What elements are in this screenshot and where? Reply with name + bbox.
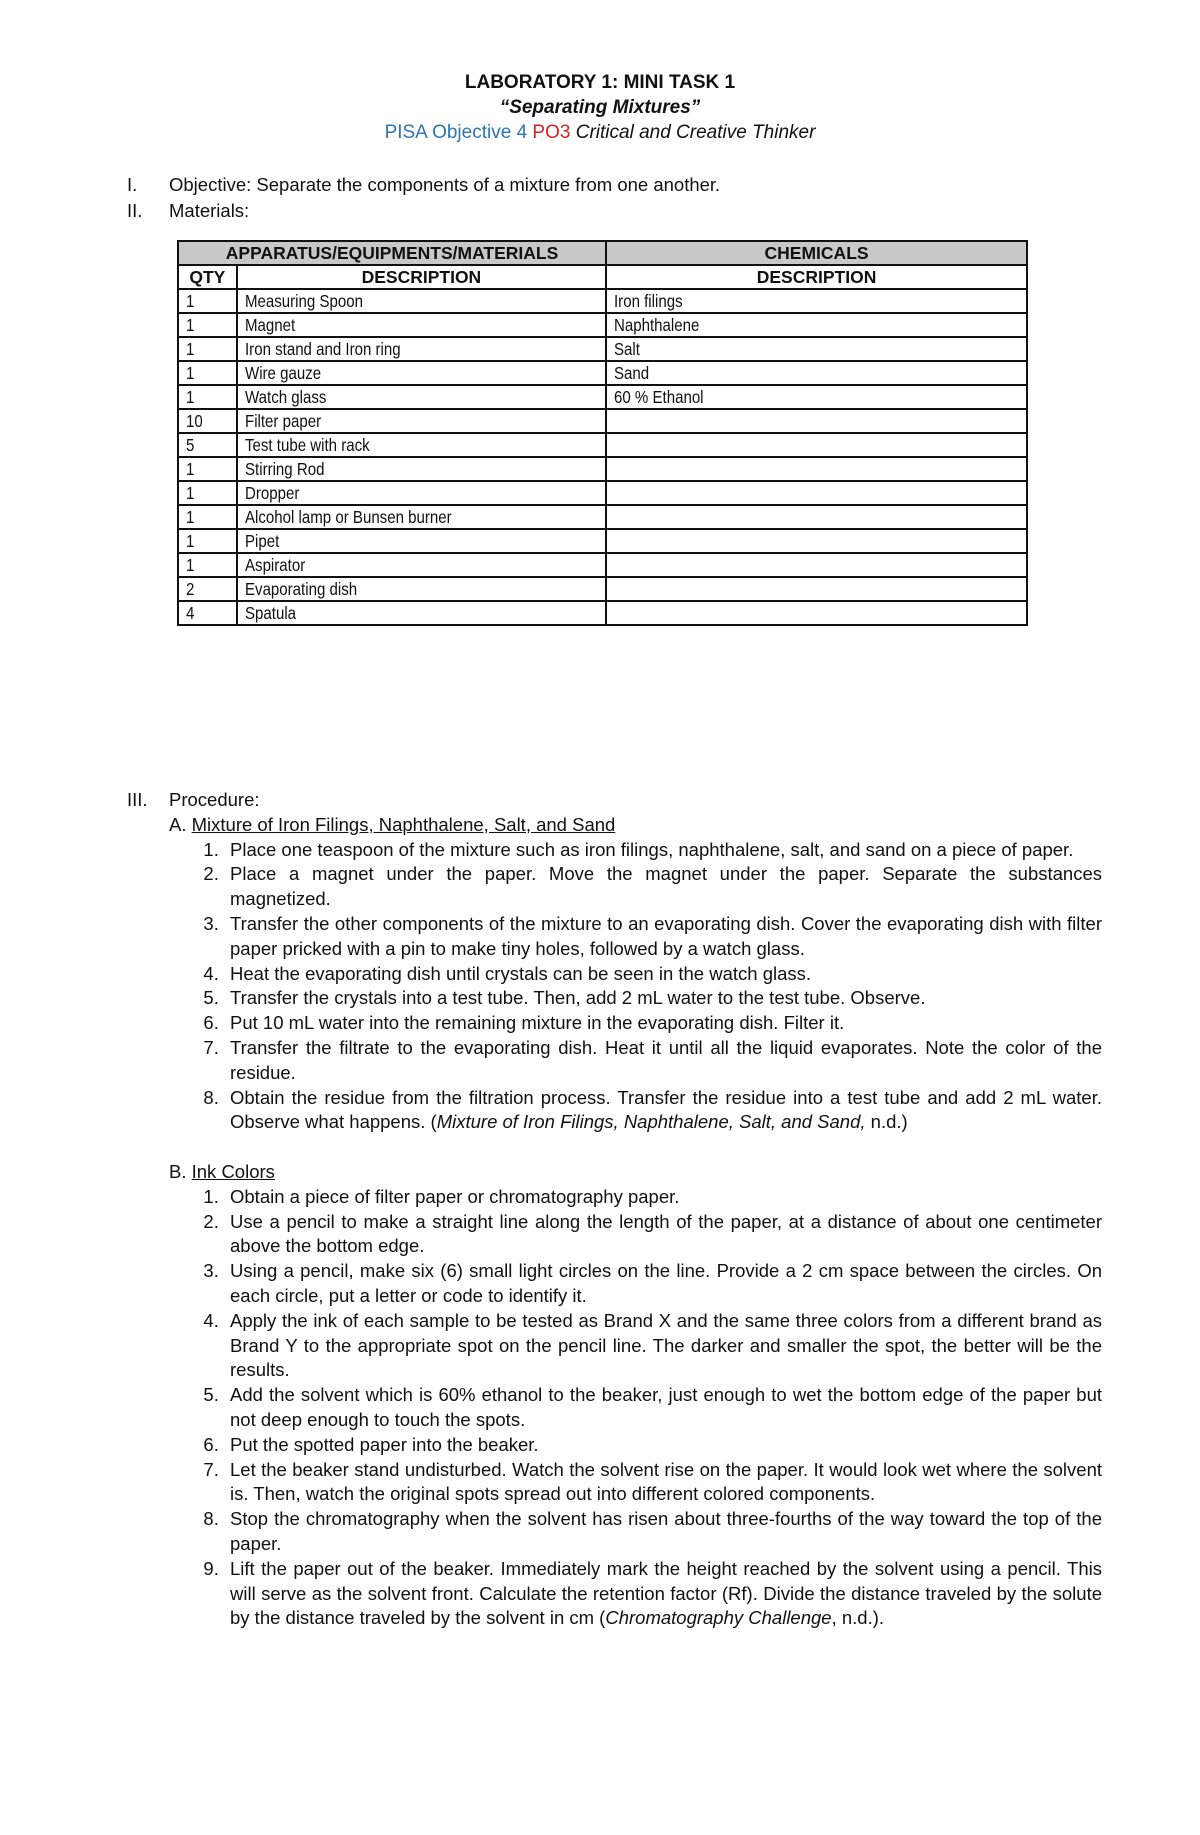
cell-text: Stirring Rod	[244, 458, 325, 479]
pisa-objective: PISA Objective 4	[384, 122, 528, 143]
list-item: 7. Let the beaker stand undisturbed. Watch the solvent rise on the paper. It would look wet where the solvent is. Then, watch the original spots spread out into different colored components.	[224, 1458, 1102, 1508]
list-item: 7. Transfer the filtrate to the evaporating dish. Heat it until all the liquid evaporates. Note the color of the residue.	[224, 1036, 1102, 1086]
chemical-cell	[606, 289, 1027, 313]
chemical-cell	[606, 553, 1027, 577]
description-cell	[237, 313, 606, 337]
section-numeral: III.	[127, 789, 148, 810]
list-item: 5. Transfer the crystals into a test tube. Then, add 2 mL water to the test tube. Observe.	[224, 986, 1102, 1011]
cell-text: Iron filings	[614, 290, 683, 311]
description-cell	[237, 385, 606, 409]
citation: Mixture of Iron Filings, Naphthalene, Salt, and Sand,	[436, 1111, 866, 1133]
cell-text: 10	[186, 410, 203, 431]
cell-text: 1	[186, 530, 195, 551]
description-cell	[237, 289, 606, 313]
chemical-cell	[606, 505, 1027, 529]
group-header-chemicals: CHEMICALS	[606, 241, 1027, 265]
citation: Chromatography Challenge	[605, 1607, 832, 1629]
chemical-cell	[606, 337, 1027, 361]
list-item: 6. Put 10 mL water into the remaining mixture in the evaporating dish. Filter it.	[224, 1011, 1102, 1036]
col-header-description: DESCRIPTION	[237, 265, 606, 289]
description-cell	[237, 433, 606, 457]
chemical-cell	[606, 529, 1027, 553]
cell-text: 2	[186, 578, 195, 599]
section-materials	[127, 198, 1077, 223]
chemical-cell	[606, 409, 1027, 433]
chemical-cell	[606, 385, 1027, 409]
table-row	[178, 553, 1027, 577]
table-row	[178, 529, 1027, 553]
qty-cell	[178, 577, 237, 601]
col-header-chem-description: DESCRIPTION	[606, 265, 1027, 289]
part-a-steps	[127, 838, 1102, 1136]
part-a-title: Mixture of Iron Filings, Naphthalene, Salt, and Sand	[191, 813, 616, 835]
cell-text: Pipet	[244, 530, 280, 551]
table-row	[178, 577, 1027, 601]
list-item: 3. Transfer the other components of the mixture to an evaporating dish. Cover the evaporating dish with filter paper pricked with a pin to make tiny holes, followed by a watch glass.	[224, 912, 1102, 962]
chemical-cell	[606, 361, 1027, 385]
part-a-heading	[127, 813, 1102, 838]
cell-text: Test tube with rack	[244, 434, 370, 455]
chemical-cell	[606, 601, 1027, 625]
cell-text: Filter paper	[244, 410, 321, 431]
description-cell	[237, 577, 606, 601]
list-item: 5. Add the solvent which is 60% ethanol to the beaker, just enough to wet the bottom edge of the paper but not deep enough to touch the spots.	[224, 1383, 1102, 1433]
procedure-section	[127, 788, 1102, 1631]
col-header-qty: QTY	[178, 265, 237, 289]
section-text: Materials:	[169, 200, 250, 221]
cell-text: 60 % Ethanol	[614, 386, 704, 407]
cell-text: Magnet	[244, 314, 295, 335]
chemical-cell	[606, 313, 1027, 337]
chemical-cell	[606, 481, 1027, 505]
list-item: 8. Stop the chromatography when the solvent has risen about three-fourths of the way toward the top of the paper.	[224, 1507, 1102, 1557]
cell-text: 1	[186, 458, 195, 479]
cell-text: Evaporating dish	[244, 578, 357, 599]
description-cell	[237, 409, 606, 433]
cell-text: Salt	[614, 338, 641, 359]
description-cell	[237, 601, 606, 625]
step-text: , n.d.).	[831, 1607, 885, 1629]
cell-text: Watch glass	[244, 386, 327, 407]
description-cell	[237, 457, 606, 481]
cell-text: 1	[186, 338, 195, 359]
cell-text: 1	[186, 506, 195, 527]
list-item: 4. Apply the ink of each sample to be tested as Brand X and the same three colors from a different brand as Brand Y to the appropriate spot on the pencil line. The darker and smaller the spot, the better will be the results.	[224, 1309, 1102, 1383]
section-procedure-heading	[127, 788, 1102, 813]
part-letter: A.	[169, 813, 187, 835]
table-row	[178, 337, 1027, 361]
step-text: Lift the paper out of the beaker. Immediately mark the height reached by the solvent using a pencil. This will serve as the solvent front. Calculate the retention factor (Rf). Divide the distance traveled by the solute by the distance traveled by the solvent in cm (	[230, 1557, 1102, 1629]
qty-cell	[178, 337, 237, 361]
section-numeral: I.	[127, 174, 138, 195]
chemical-cell	[606, 577, 1027, 601]
table-row	[178, 385, 1027, 409]
cell-text: Alcohol lamp or Bunsen burner	[244, 506, 452, 527]
cell-text: 4	[186, 602, 195, 623]
list-item: 6. Put the spotted paper into the beaker.	[224, 1433, 1102, 1458]
qty-cell	[178, 553, 237, 577]
description-cell	[237, 529, 606, 553]
materials-table	[177, 240, 1028, 626]
objective-line	[0, 120, 1200, 145]
step-text: n.d.)	[865, 1111, 908, 1133]
cell-text: 1	[186, 290, 195, 311]
document-header	[0, 70, 1200, 145]
cell-text: 1	[186, 386, 195, 407]
section-objective	[127, 172, 1077, 197]
cell-text: Measuring Spoon	[244, 290, 363, 311]
lab-subtitle: “Separating Mixtures”	[499, 97, 701, 118]
section-numeral: II.	[127, 200, 143, 221]
qty-cell	[178, 289, 237, 313]
step-text: Obtain the residue from the filtration process. Transfer the residue into a test tube and add 2 mL water. Observe what happens. (	[230, 1086, 1102, 1133]
qty-cell	[178, 457, 237, 481]
qty-cell	[178, 529, 237, 553]
description-cell	[237, 553, 606, 577]
qty-cell	[178, 505, 237, 529]
cell-text: Wire gauze	[244, 362, 321, 383]
cell-text: 1	[186, 362, 195, 383]
table-row	[178, 361, 1027, 385]
part-b-steps	[127, 1185, 1102, 1631]
cell-text: Spatula	[244, 602, 296, 623]
cell-text: 1	[186, 482, 195, 503]
list-item: 4. Heat the evaporating dish until crystals can be seen in the watch glass.	[224, 962, 1102, 987]
materials-table-body	[178, 289, 1027, 625]
description-cell	[237, 361, 606, 385]
list-item: 2. Place a magnet under the paper. Move the magnet under the paper. Separate the substances magnetized.	[224, 862, 1102, 912]
table-row	[178, 313, 1027, 337]
cell-text: Sand	[614, 362, 650, 383]
description-cell	[237, 481, 606, 505]
cell-text: Aspirator	[244, 554, 305, 575]
list-item: 1. Place one teaspoon of the mixture such as iron filings, naphthalene, salt, and sand on a piece of paper.	[224, 838, 1102, 863]
chemical-cell	[606, 457, 1027, 481]
table-row	[178, 433, 1027, 457]
group-header-apparatus: APPARATUS/EQUIPMENTS/MATERIALS	[178, 241, 606, 265]
lab-title: LABORATORY 1: MINI TASK 1	[464, 72, 736, 93]
part-letter: B.	[169, 1160, 187, 1182]
table-row	[178, 505, 1027, 529]
table-row	[178, 409, 1027, 433]
qty-cell	[178, 313, 237, 337]
section-text: Procedure:	[169, 789, 260, 810]
cell-text: 1	[186, 314, 195, 335]
list-item	[224, 1086, 1102, 1136]
cell-text: Dropper	[244, 482, 300, 503]
table-row	[178, 481, 1027, 505]
description-cell	[237, 337, 606, 361]
qty-cell	[178, 409, 237, 433]
qty-cell	[178, 481, 237, 505]
po-code: PO3	[532, 122, 571, 143]
description-cell	[237, 505, 606, 529]
list-item: 1. Obtain a piece of filter paper or chromatography paper.	[224, 1185, 1102, 1210]
qty-cell	[178, 385, 237, 409]
qty-cell	[178, 361, 237, 385]
chemical-cell	[606, 433, 1027, 457]
cell-text: Iron stand and Iron ring	[244, 338, 401, 359]
cell-text: Naphthalene	[614, 314, 700, 335]
cell-text: 1	[186, 554, 195, 575]
part-b-title: Ink Colors	[191, 1160, 275, 1182]
section-text: Objective: Separate the components of a mixture from one another.	[169, 174, 721, 195]
qty-cell	[178, 601, 237, 625]
table-row	[178, 601, 1027, 625]
part-b-heading	[127, 1160, 1102, 1185]
thinker-label: Critical and Creative Thinker	[575, 122, 816, 143]
qty-cell	[178, 433, 237, 457]
cell-text: 5	[186, 434, 195, 455]
list-item: 2. Use a pencil to make a straight line along the length of the paper, at a distance of about one centimeter above the bottom edge.	[224, 1210, 1102, 1260]
table-row	[178, 457, 1027, 481]
table-row	[178, 289, 1027, 313]
list-item	[224, 1557, 1102, 1631]
list-item: 3. Using a pencil, make six (6) small light circles on the line. Provide a 2 cm space between the circles. On each circle, put a letter or code to identify it.	[224, 1259, 1102, 1309]
